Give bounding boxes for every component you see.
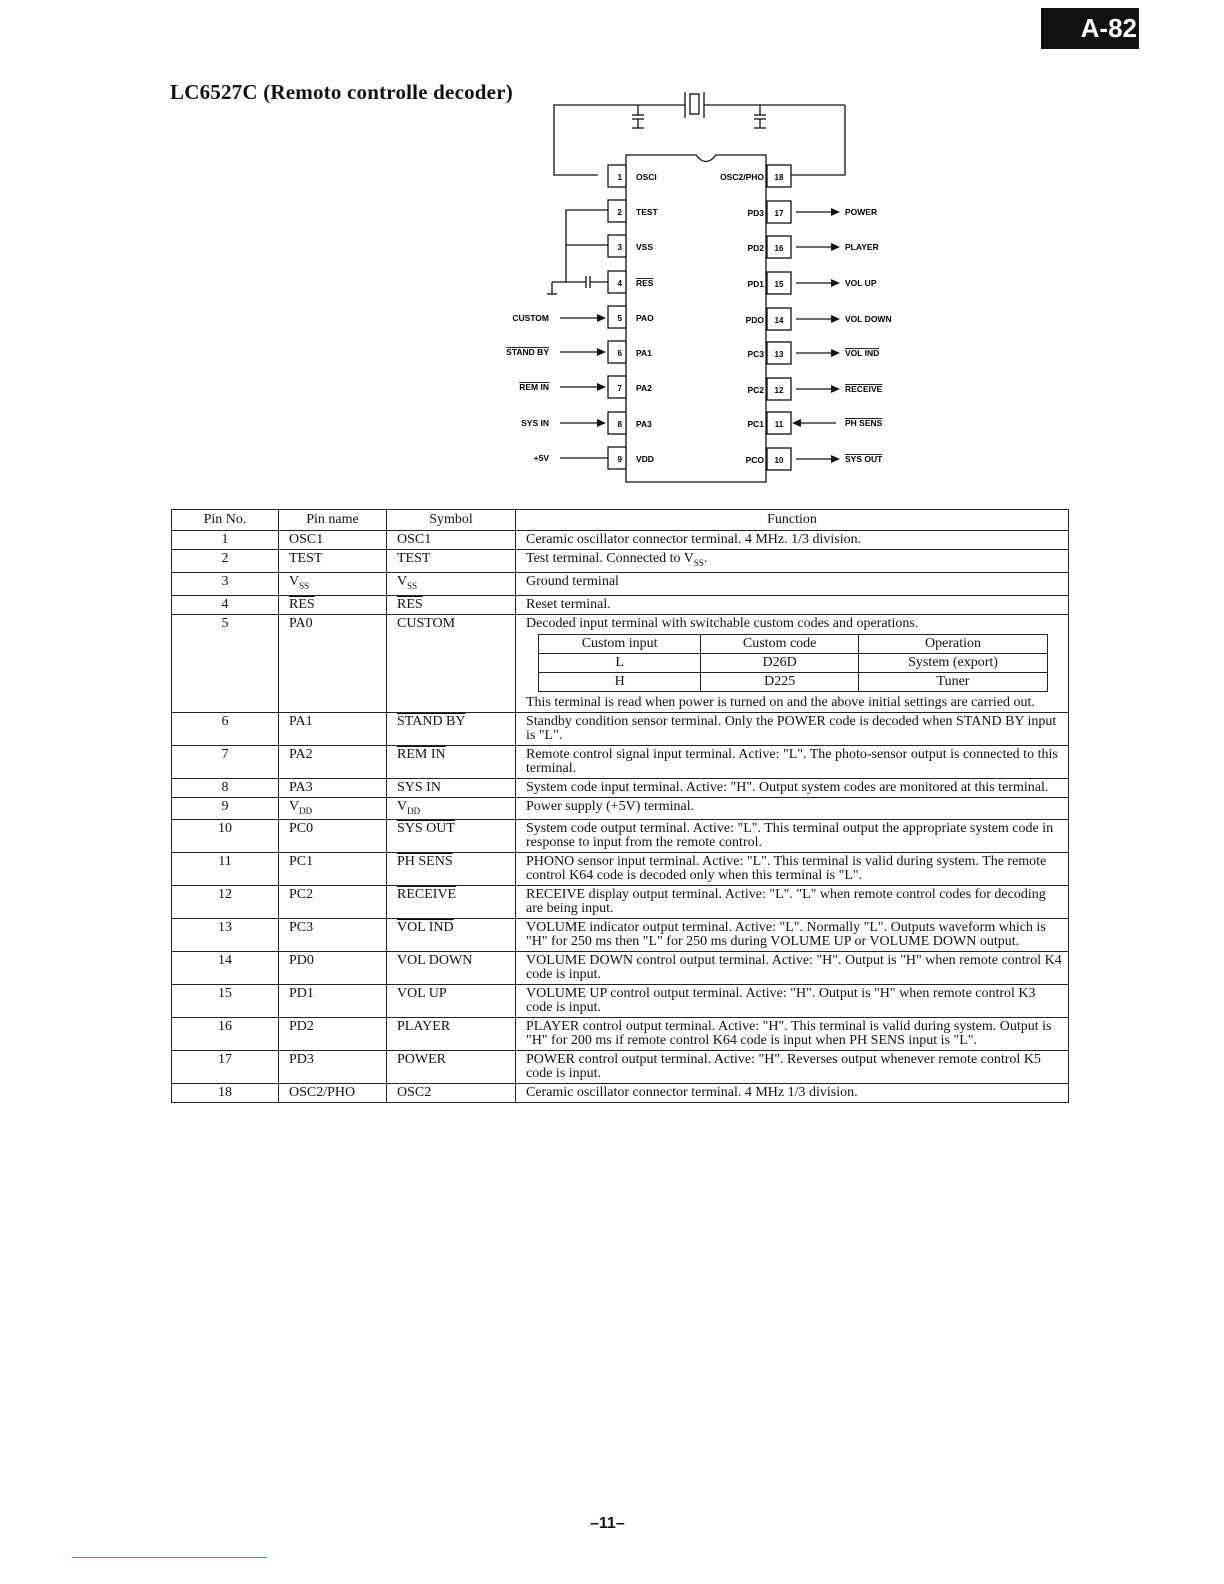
table-row	[172, 531, 1069, 550]
pin-label-pco: PCO	[745, 455, 764, 465]
table-row	[172, 1051, 1069, 1084]
pin-symbol: POWER	[387, 1051, 516, 1084]
signal-player: PLAYER	[845, 242, 879, 252]
pin-label-pc3: PC3	[747, 349, 764, 359]
pin-num-7: 7	[617, 384, 622, 393]
pin-no: 4	[172, 595, 279, 614]
pin-symbol: OSC1	[387, 531, 516, 550]
pin-name: TEST	[279, 550, 387, 573]
pin-symbol: VOL UP	[387, 985, 516, 1018]
pin-function: System code output terminal. Active: "L". This terminal output the appropriate system code in response to input from the remote control.	[516, 820, 1069, 853]
pin-name: PD3	[279, 1051, 387, 1084]
pin-num-5: 5	[617, 314, 622, 323]
signal-ph-sens: PH SENS	[845, 418, 883, 428]
pin-no: 1	[172, 531, 279, 550]
pin-no: 11	[172, 853, 279, 886]
pin-name: $V_{DD}$	[279, 797, 387, 820]
signal-vol-ind: VOL IND	[845, 348, 880, 358]
header-symbol: Symbol	[387, 510, 516, 531]
pin-symbol: CUSTOM	[387, 614, 516, 712]
pin-symbol: PH SENS	[387, 853, 516, 886]
pin-function-note: This terminal is read when power is turned on and the above initial settings are carried out.	[526, 694, 1035, 710]
pin-function: POWER control output terminal. Active: "H". Reverses output whenever remote control K5 code is input.	[516, 1051, 1069, 1084]
header-pin-name: Pin name	[279, 510, 387, 531]
pin-function: Ground terminal	[516, 572, 1069, 595]
pin-function: Standby condition sensor terminal. Only the POWER code is decoded when STAND BY input is "L".	[516, 712, 1069, 745]
custom-row	[539, 672, 1048, 691]
pin-no: 12	[172, 886, 279, 919]
custom-header-input: Custom input	[539, 634, 701, 653]
pin-num-11: 11	[774, 420, 784, 429]
pin-function: VOLUME DOWN control output terminal. Active: "H". Output is "H" when remote control K4 code is input.	[516, 952, 1069, 985]
pin-symbol: VOL DOWN	[387, 952, 516, 985]
pin-no: 16	[172, 1018, 279, 1051]
pin-no: 18	[172, 1084, 279, 1103]
custom-code: D26D	[701, 653, 859, 672]
signal-rem-in: REM IN	[519, 382, 549, 392]
pin-num-10: 10	[774, 456, 784, 465]
pin-function: Reset terminal.	[516, 595, 1069, 614]
table-row	[172, 778, 1069, 797]
pin-no: 15	[172, 985, 279, 1018]
pin-label-pao: PAO	[636, 313, 654, 323]
pin-symbol: $\overline{RES}$	[387, 595, 516, 614]
custom-code-table	[538, 634, 1048, 692]
table-row	[172, 919, 1069, 952]
pin-label-osci: OSCI	[636, 172, 657, 182]
pin-num-13: 13	[774, 350, 784, 359]
signal-stand-by: STAND BY	[506, 347, 549, 357]
table-header-row	[172, 510, 1069, 531]
pin-symbol: REM IN	[387, 745, 516, 778]
pin-symbol: $V_{SS}$	[387, 572, 516, 595]
pin-name: PD0	[279, 952, 387, 985]
custom-input: L	[539, 653, 701, 672]
pin-label-pa3: PA3	[636, 419, 652, 429]
table-row	[172, 952, 1069, 985]
header-function: Function	[516, 510, 1069, 531]
pin-function-table	[171, 509, 1069, 1103]
signal-vol-up: VOL UP	[845, 278, 877, 288]
pin-no: 3	[172, 572, 279, 595]
table-row	[172, 745, 1069, 778]
pin-label-pc2: PC2	[747, 385, 764, 395]
pin-function	[516, 614, 1069, 712]
pin-no: 2	[172, 550, 279, 573]
custom-row	[539, 653, 1048, 672]
table-row	[172, 1084, 1069, 1103]
pin-name: PA0	[279, 614, 387, 712]
pin-label-vss: VSS	[636, 242, 654, 252]
pin-symbol: SYS IN	[387, 778, 516, 797]
pin-num-14: 14	[774, 316, 784, 325]
pin-no: 14	[172, 952, 279, 985]
pin-function: PHONO sensor input terminal. Active: "L". This terminal is valid during system. The remote control K64 code is decoded only when this terminal is "L".	[516, 853, 1069, 886]
pin-symbol: OSC2	[387, 1084, 516, 1103]
pin-name: PC1	[279, 853, 387, 886]
pin-function: System code input terminal. Active: "H". Output system codes are monitored at this terminal.	[516, 778, 1069, 797]
signal-receive: RECEIVE	[845, 384, 883, 394]
pin-num-1: 1	[617, 173, 622, 182]
pin-name: PA2	[279, 745, 387, 778]
signal-sys-out: SYS OUT	[845, 454, 883, 464]
pin-symbol: TEST	[387, 550, 516, 573]
custom-operation: Tuner	[859, 672, 1048, 691]
pin-function: Remote control signal input terminal. Active: "L". The photo-sensor output is connected to this terminal.	[516, 745, 1069, 778]
pin-label-pa2: PA2	[636, 383, 652, 393]
table-row	[172, 797, 1069, 820]
pin-label-pd3: PD3	[747, 208, 764, 218]
pin-name: PD1	[279, 985, 387, 1018]
pin-function: PLAYER control output terminal. Active: "H". This terminal is valid during system. Output is "H" for 200 ms if remote control K64 code is input when PH SENS input is "L".	[516, 1018, 1069, 1051]
table-row	[172, 820, 1069, 853]
table-row	[172, 853, 1069, 886]
pin-num-3: 3	[617, 243, 622, 252]
pin-label-pd2: PD2	[747, 243, 764, 253]
pin-no: 17	[172, 1051, 279, 1084]
pin-no: 8	[172, 778, 279, 797]
pin-num-16: 16	[774, 244, 784, 253]
pin-num-18: 18	[774, 173, 784, 182]
pin-label-res: RES	[636, 278, 654, 288]
pin-symbol: STAND BY	[387, 712, 516, 745]
pin-name: PC0	[279, 820, 387, 853]
pin-symbol: PLAYER	[387, 1018, 516, 1051]
pin-symbol: VOL IND	[387, 919, 516, 952]
page-badge: A-82	[1041, 8, 1139, 49]
custom-operation: System (export)	[859, 653, 1048, 672]
signal-plus-5v: +5V	[533, 453, 549, 463]
pin-label-pa1: PA1	[636, 348, 652, 358]
table-row	[172, 886, 1069, 919]
custom-header-operation: Operation	[859, 634, 1048, 653]
pin-name: OSC1	[279, 531, 387, 550]
pin-num-8: 8	[617, 420, 622, 429]
custom-code: D225	[701, 672, 859, 691]
pin-num-6: 6	[617, 349, 622, 358]
pin-name: $V_{SS}$	[279, 572, 387, 595]
table-row	[172, 1018, 1069, 1051]
table-row	[172, 712, 1069, 745]
signal-power: POWER	[845, 207, 878, 217]
pin-no: 6	[172, 712, 279, 745]
pin-name: PA3	[279, 778, 387, 797]
pin-diagram	[0, 0, 1224, 500]
signal-vol-down: VOL DOWN	[845, 314, 892, 324]
pin-no: 7	[172, 745, 279, 778]
pin-label-pd1: PD1	[747, 279, 764, 289]
custom-header-code: Custom code	[701, 634, 859, 653]
pin-name: PC3	[279, 919, 387, 952]
pin-function: RECEIVE display output terminal. Active: "L". "L" when remote control codes for decoding are being input.	[516, 886, 1069, 919]
pin-name: PD2	[279, 1018, 387, 1051]
pin-label-osc2-pho: OSC2/PHO	[720, 172, 764, 182]
pin-num-15: 15	[774, 280, 784, 289]
pin-label-pc1: PC1	[747, 419, 764, 429]
pin-name: OSC2/PHO	[279, 1084, 387, 1103]
pin-num-17: 17	[774, 209, 784, 218]
table-row	[172, 572, 1069, 595]
pin-num-9: 9	[617, 455, 622, 464]
pin-symbol: RECEIVE	[387, 886, 516, 919]
pin-no: 5	[172, 614, 279, 712]
table-row	[172, 550, 1069, 573]
pin-no: 13	[172, 919, 279, 952]
pin-num-2: 2	[617, 208, 622, 217]
footer-rule	[72, 1557, 267, 1558]
signal-sys-in: SYS IN	[521, 418, 549, 428]
pin-label-test: TEST	[636, 207, 658, 217]
page-title: LC6527C (Remoto controlle decoder)	[170, 80, 513, 104]
pin-name: PA1	[279, 712, 387, 745]
pin-symbol: SYS OUT	[387, 820, 516, 853]
pin-num-12: 12	[774, 386, 784, 395]
pin-function: VOLUME indicator output terminal. Active: "L". Normally "L". Outputs waveform which is "H" for 250 ms then "L" for 250 ms during VOLUME UP or VOLUME DOWN output.	[516, 919, 1069, 952]
pin-function-text: Decoded input terminal with switchable custom codes and operations.	[526, 615, 919, 631]
pin-function: Ceramic oscillator connector terminal. 4 MHz. 1/3 division.	[516, 531, 1069, 550]
header-pin-no: Pin No.	[172, 510, 279, 531]
pin-num-4: 4	[617, 279, 622, 288]
pin-label-pdo: PDO	[745, 315, 764, 325]
pin-function: VOLUME UP control output terminal. Active: "H". Output is "H" when remote control K3 code is input.	[516, 985, 1069, 1018]
pin-name: $\overline{RES}$	[279, 595, 387, 614]
pin-symbol: $V_{DD}$	[387, 797, 516, 820]
pin-function: Ceramic oscillator connector terminal. 4 MHz 1/3 division.	[516, 1084, 1069, 1103]
pin-function: Test terminal. Connected to $V_{SS}$.	[516, 550, 1069, 573]
pin-no: 10	[172, 820, 279, 853]
pin-no: 9	[172, 797, 279, 820]
pin-name: PC2	[279, 886, 387, 919]
custom-input: H	[539, 672, 701, 691]
table-row	[172, 595, 1069, 614]
table-row	[172, 985, 1069, 1018]
pin-function: Power supply (+5V) terminal.	[516, 797, 1069, 820]
table-row	[172, 614, 1069, 712]
signal-custom: CUSTOM	[512, 313, 549, 323]
page-number: –11–	[590, 1515, 625, 1532]
pin-label-vdd: VDD	[636, 454, 654, 464]
